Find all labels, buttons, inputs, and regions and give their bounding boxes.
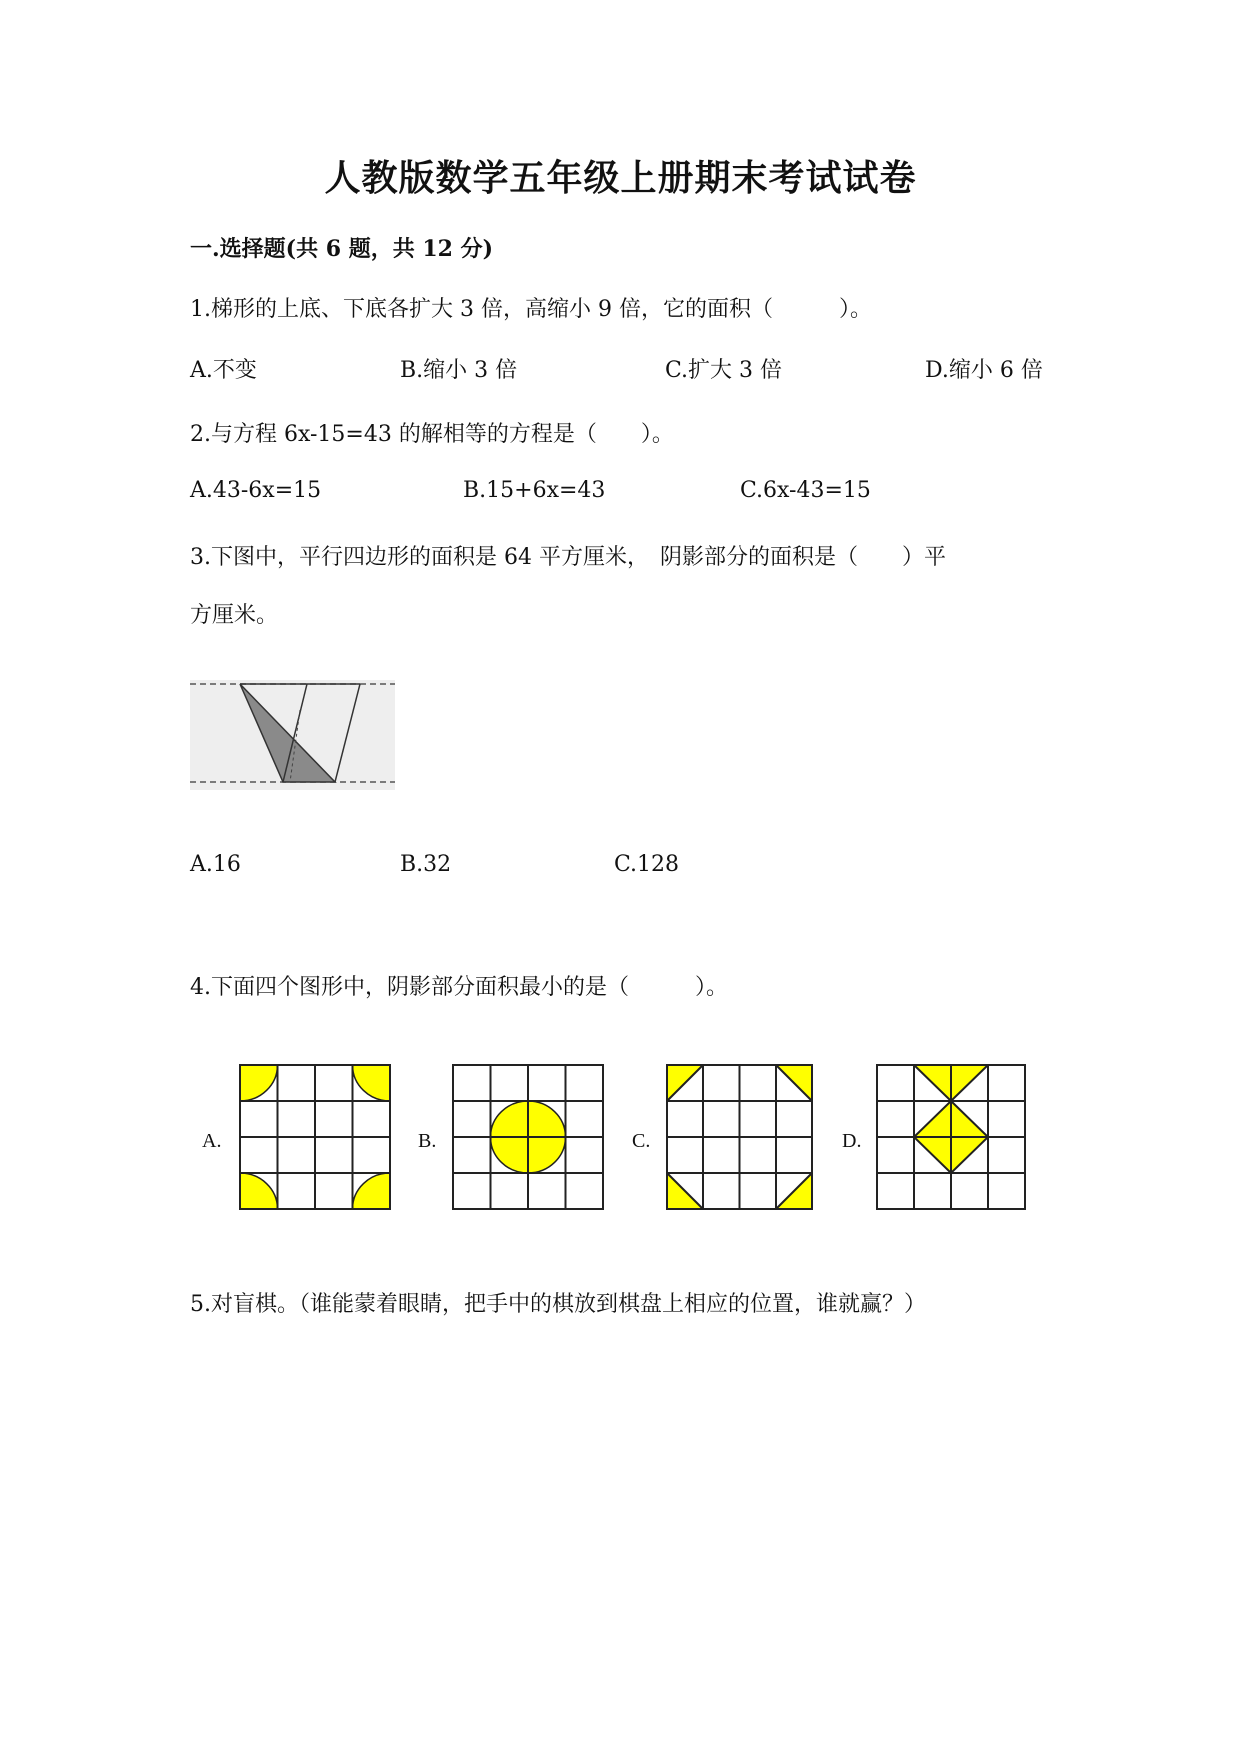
question-2-option-a[interactable]: A.43-6x=15 (190, 478, 322, 503)
question-1-stem: 1.梯形的上底、下底各扩大 3 倍，高缩小 9 倍，它的面积（ ）。 (190, 297, 872, 322)
figure-b-grid (453, 1065, 603, 1209)
question-1-option-a[interactable]: A.不变 (190, 358, 257, 383)
question-3-option-c[interactable]: C.128 (614, 852, 680, 877)
question-1-option-c[interactable]: C.扩大 3 倍 (665, 358, 783, 383)
figure-c-grid (667, 1065, 812, 1209)
question-2-stem: 2.与方程 6x-15=43 的解相等的方程是（ ）。 (190, 422, 674, 447)
question-3-option-a[interactable]: A.16 (190, 852, 241, 877)
figure-d-label: D. (842, 1130, 862, 1152)
figure-c-label: C. (632, 1130, 651, 1152)
figure-b-label: B. (418, 1130, 437, 1152)
figure-a-grid (240, 1065, 390, 1209)
question-5-stem: 5.对盲棋。（谁能蒙着眼睛，把手中的棋放到棋盘上相应的位置，谁就赢？） (190, 1292, 926, 1317)
question-3-stem-line2: 方厘米。 (190, 603, 279, 628)
question-2-option-b[interactable]: B.15+6x=43 (463, 478, 606, 503)
figure-a-label: A. (202, 1130, 222, 1152)
figure-d-grid (877, 1065, 1025, 1209)
question-2-option-c[interactable]: C.6x-43=15 (740, 478, 871, 503)
parallelogram-figure (190, 680, 395, 790)
question-3-stem-line1: 3.下图中，平行四边形的面积是 64 平方厘米， 阴影部分的面积是（ ）平 (190, 545, 946, 570)
question-1-option-d[interactable]: D.缩小 6 倍 (925, 358, 1043, 383)
page-title: 人教版数学五年级上册期末考试试卷 (324, 157, 917, 199)
question-1-option-b[interactable]: B.缩小 3 倍 (400, 358, 518, 383)
question-3-option-b[interactable]: B.32 (400, 852, 452, 877)
section-heading: 一.选择题(共 6 题，共 12 分) (190, 236, 494, 262)
question-4-stem: 4.下面四个图形中，阴影部分面积最小的是（ ）。 (190, 975, 728, 1000)
